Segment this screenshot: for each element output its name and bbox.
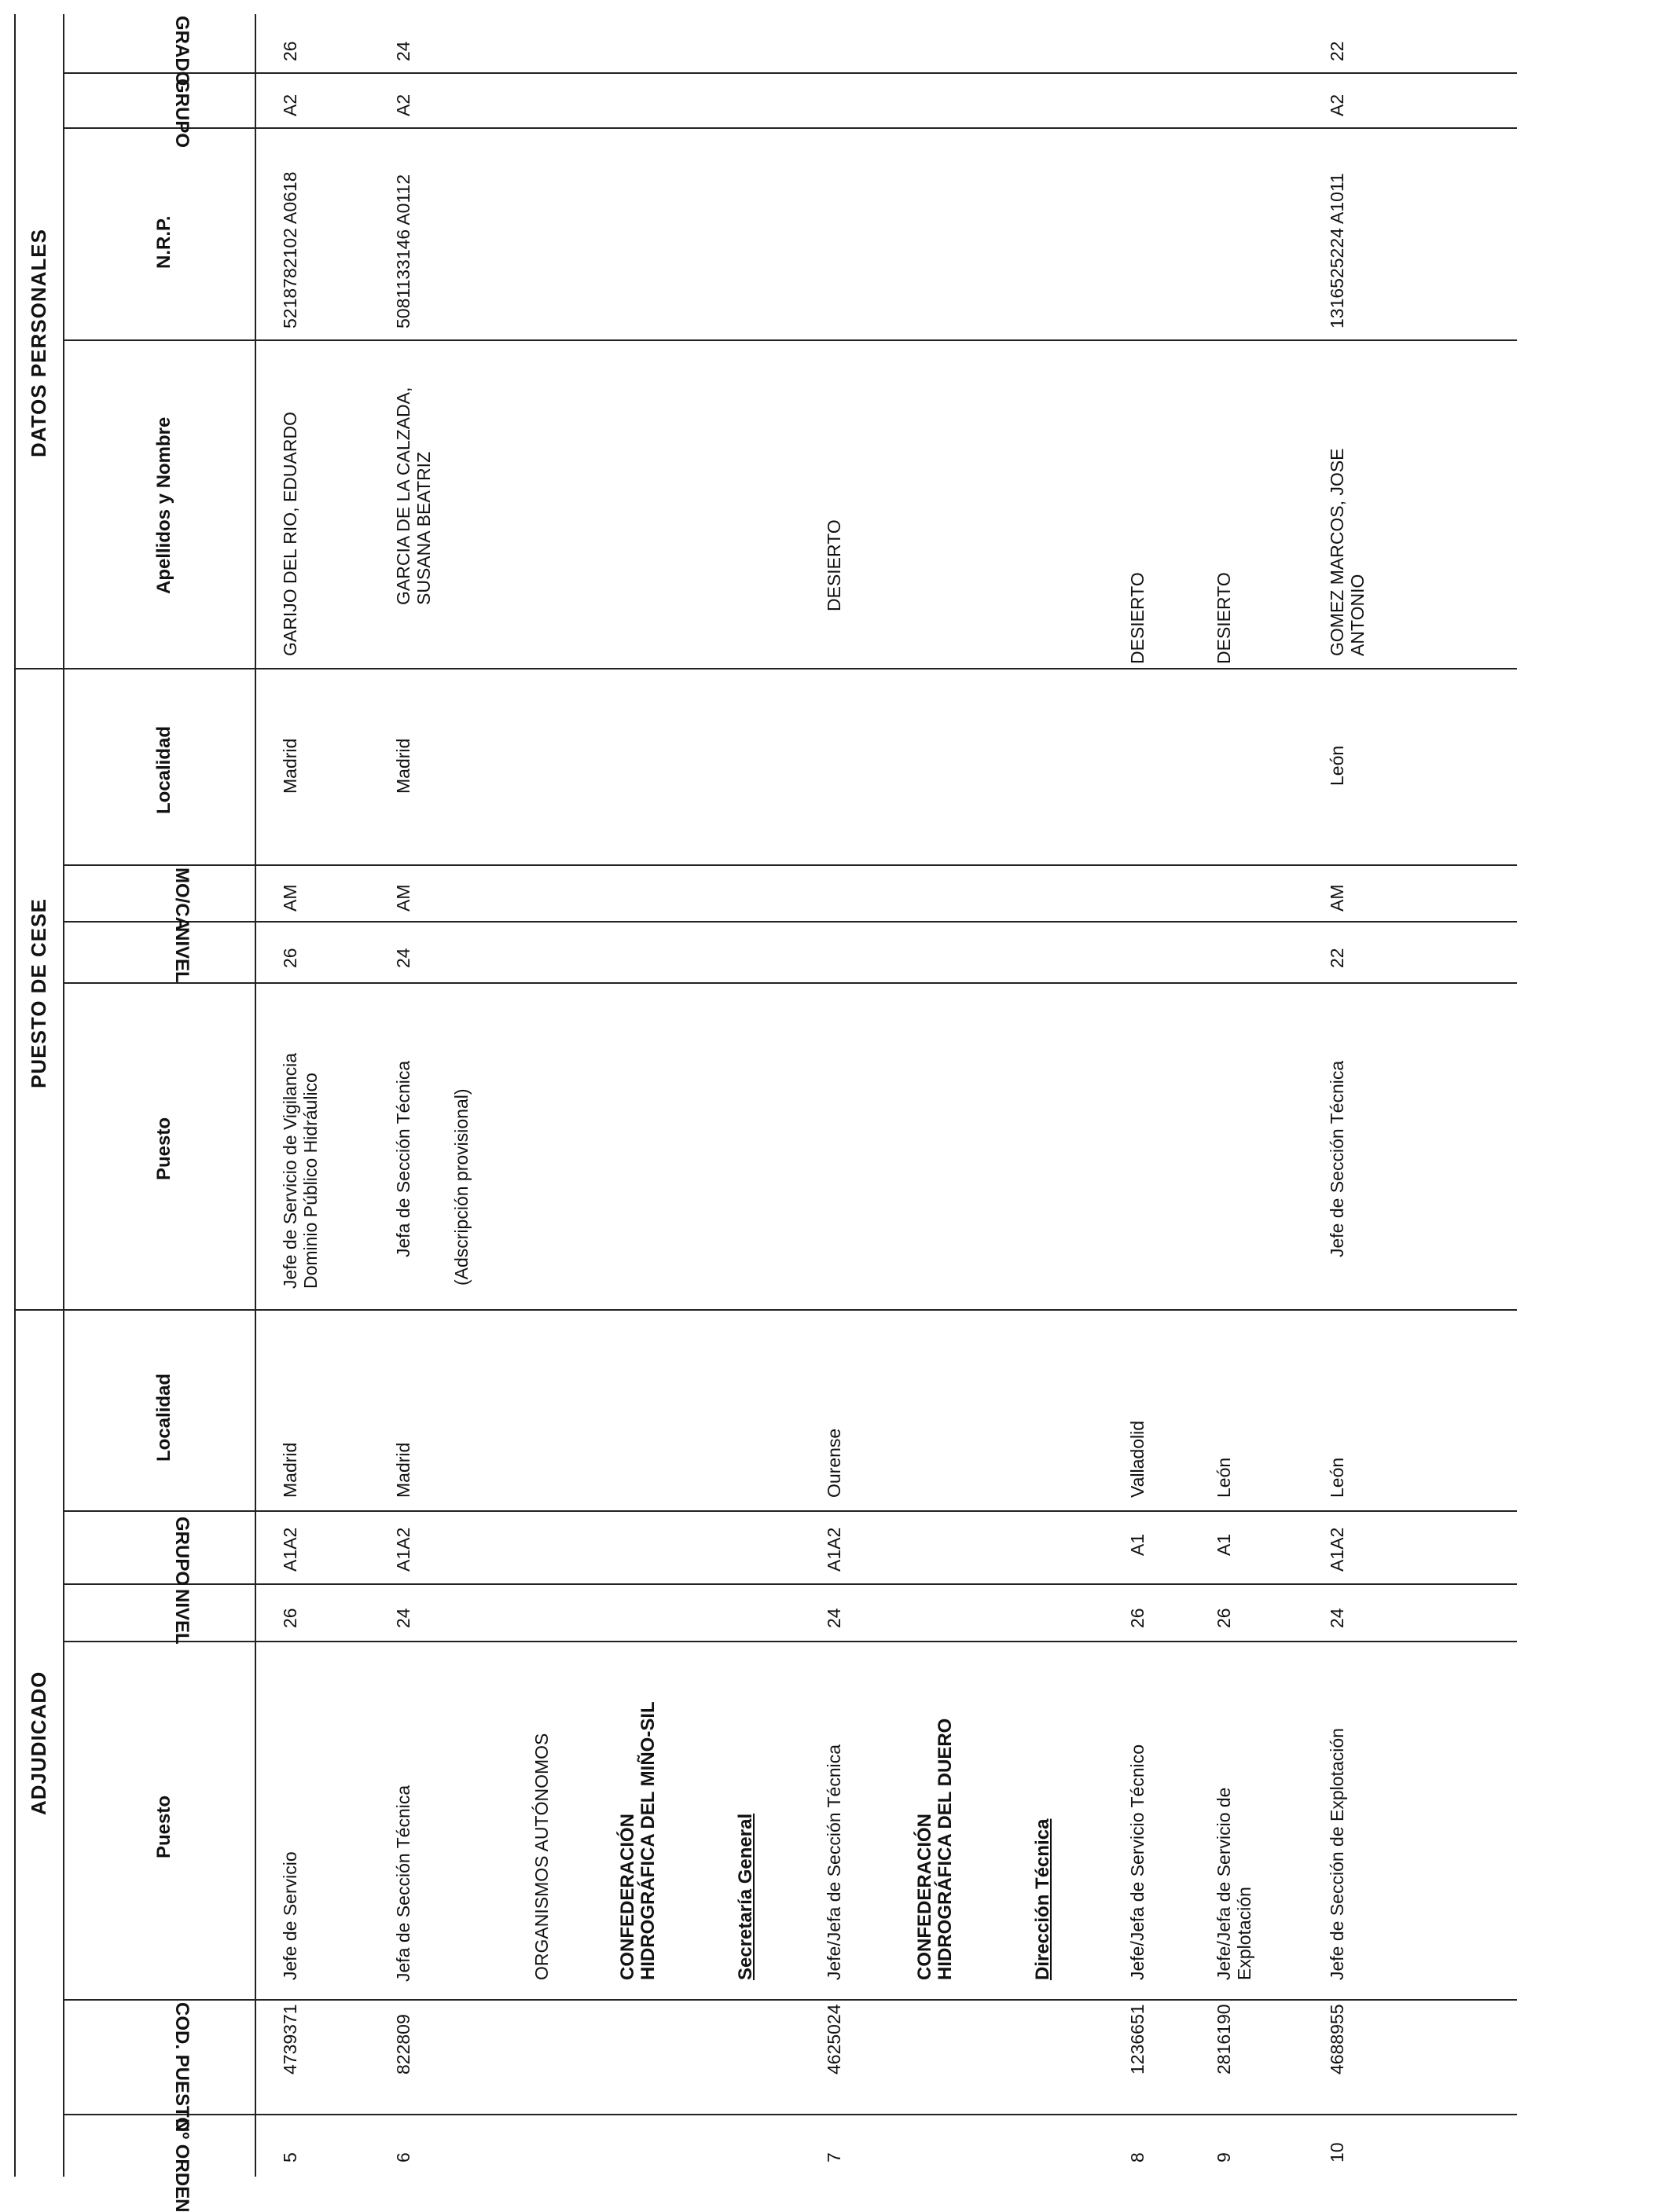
header-adj-nivel: NIVEL	[171, 1589, 193, 1645]
group-secretaria-general: Secretaría General	[735, 1813, 756, 1980]
row10-cese-puesto: Jefe de Sección Técnica	[1327, 1060, 1347, 1257]
group-organismos: ORGANISMOS AUTÓNOMOS	[531, 1733, 552, 1980]
row6-orden: 6	[393, 2152, 413, 2162]
row5-nombre: GARIJO DEL RIO, EDUARDO	[280, 412, 300, 656]
header-nrp: N.R.P.	[153, 215, 174, 269]
header-adj-localidad: Localidad	[153, 1373, 174, 1462]
group-chms: CONFEDERACIÓN HIDROGRÁFICA DEL MIÑO-SIL	[617, 1701, 659, 1980]
row10-cese-nivel: 22	[1327, 948, 1347, 968]
row6-cese-nivel: 24	[393, 948, 413, 968]
rule-grado-grupo	[63, 72, 1517, 74]
rule-puesto-cod	[63, 1999, 1517, 2001]
rule-nrp-nombre	[63, 339, 1517, 341]
group-chd: CONFEDERACIÓN HIDROGRÁFICA DEL DUERO	[914, 1718, 956, 1980]
row10-cese-localidad: León	[1327, 745, 1347, 786]
row10-nivel: 24	[1327, 1608, 1347, 1628]
rule-cod-orden	[63, 2114, 1517, 2115]
row9-puesto: Jefe/Jefa de Servicio de Explotación	[1214, 1787, 1254, 1980]
row7-cod: 4625024	[824, 2004, 844, 2074]
section-datos-personales: DATOS PERSONALES	[27, 229, 50, 457]
row9-nivel: 26	[1214, 1608, 1234, 1628]
row5-cese-puesto: Jefe de Servicio de Vigilancia Dominio Público Hidráulico	[280, 1052, 321, 1289]
row6-dp-grupo: A2	[393, 94, 413, 116]
row9-cod: 2816190	[1214, 2004, 1234, 2074]
row9-nombre: DESIERTO	[1214, 572, 1234, 664]
section-puesto-de-cese: PUESTO DE CESE	[27, 898, 50, 1088]
row6-puesto: Jefa de Sección Técnica	[393, 1785, 413, 1982]
header-cese-nivel: NIVEL	[171, 927, 193, 983]
rule-datos-cese	[14, 668, 1517, 669]
row6-nivel: 24	[393, 1608, 413, 1628]
row7-nivel: 24	[824, 1608, 844, 1628]
row10-cod: 4688955	[1327, 2004, 1347, 2074]
rule-left-lower	[14, 1336, 16, 2177]
row10-dp-grupo: A2	[1327, 94, 1347, 116]
rule-loc-mo	[63, 864, 1517, 866]
row8-grupo: A1	[1127, 1533, 1148, 1556]
row5-cese-mo: AM	[280, 884, 300, 912]
row10-grado: 22	[1327, 41, 1347, 61]
row5-grupo: A1A2	[280, 1527, 300, 1572]
header-orden: Nº ORDEN	[171, 2118, 193, 2212]
row10-grupo: A1A2	[1327, 1527, 1347, 1572]
row8-localidad: Valladolid	[1127, 1420, 1148, 1498]
rule-loc-grupo	[63, 1510, 1517, 1512]
row9-localidad: León	[1214, 1457, 1234, 1498]
header-cese-localidad: Localidad	[153, 725, 174, 814]
rule-nivel-puesto-adj	[63, 1641, 1517, 1642]
row5-cod: 4739371	[280, 2004, 300, 2074]
row5-nivel: 26	[280, 1608, 300, 1628]
rule-grupo-nrp	[63, 127, 1517, 129]
row6-cese-localidad: Madrid	[393, 738, 413, 794]
row5-dp-grupo: A2	[280, 94, 300, 116]
rule-mo-nivel	[63, 921, 1517, 923]
rule-cese-adj	[14, 1309, 1517, 1311]
row10-puesto: Jefe de Sección de Explotación	[1327, 1728, 1347, 1980]
row6-cod: 822809	[393, 2014, 413, 2074]
row5-nrp: 5218782102 A0618	[280, 171, 300, 328]
header-adj-grupo: GRUPO	[171, 1517, 193, 1587]
header-adj-puesto: Puesto	[153, 1795, 174, 1858]
section-adjudicado: ADJUDICADO	[27, 1671, 50, 1815]
row6-localidad: Madrid	[393, 1442, 413, 1498]
row5-cese-nivel: 26	[280, 948, 300, 968]
row7-orden: 7	[824, 2152, 844, 2162]
row8-cod: 1236651	[1127, 2004, 1148, 2074]
row8-orden: 8	[1127, 2152, 1148, 2162]
rule-header-band	[63, 14, 64, 2177]
header-grado: GRADO	[171, 16, 193, 86]
row6-nrp: 5081133146 A0112	[393, 174, 413, 328]
row8-puesto: Jefe/Jefa de Servicio Técnico	[1127, 1744, 1148, 1980]
header-cod-puesto: COD. PUESTO	[171, 2002, 193, 2132]
row6-nombre: GARCIA DE LA CALZADA, SUSANA BEATRIZ	[393, 387, 434, 605]
row6-cese-mo: AM	[393, 884, 413, 912]
row10-nrp: 1316525224 A1011	[1327, 173, 1347, 328]
row10-orden: 10	[1327, 2142, 1347, 2162]
row10-localidad: León	[1327, 1457, 1347, 1498]
row7-grupo: A1A2	[824, 1527, 844, 1572]
row7-puesto: Jefe/Jefa de Sección Técnica	[824, 1744, 844, 1980]
rule-nivel-puesto	[63, 982, 1517, 984]
rule-left	[14, 14, 16, 1366]
header-cese-mo: MO/CA	[171, 868, 193, 930]
row6-grupo: A1A2	[393, 1527, 413, 1572]
row5-puesto: Jefe de Servicio	[280, 1851, 300, 1980]
header-apellidos: Apellidos y Nombre	[153, 416, 174, 594]
row6-grado: 24	[393, 41, 413, 61]
row10-cese-mo: AM	[1327, 884, 1347, 912]
row10-nombre: GOMEZ MARCOS, JOSE ANTONIO	[1327, 448, 1368, 656]
header-dp-grupo: GRUPO	[171, 79, 193, 149]
row5-localidad: Madrid	[280, 1442, 300, 1498]
group-direccion-tecnica: Dirección Técnica	[1032, 1818, 1053, 1980]
row6-cese-puesto: Jefa de Sección Técnica	[393, 1060, 413, 1257]
rule-header-end	[255, 14, 256, 2177]
row7-localidad: Ourense	[824, 1428, 844, 1498]
header-cese-puesto: Puesto	[153, 1117, 174, 1180]
row9-grupo: A1	[1214, 1533, 1234, 1556]
row5-cese-localidad: Madrid	[280, 738, 300, 794]
row6-cese-extra: (Adscripción provisional)	[451, 1088, 472, 1286]
row9-orden: 9	[1214, 2152, 1234, 2162]
row8-nombre: DESIERTO	[1127, 572, 1148, 664]
row8-nivel: 26	[1127, 1608, 1148, 1628]
row7-nombre: DESIERTO	[824, 519, 844, 611]
row5-orden: 5	[280, 2152, 300, 2162]
rule-grupo-nivel	[63, 1583, 1517, 1585]
row5-grado: 26	[280, 41, 300, 61]
